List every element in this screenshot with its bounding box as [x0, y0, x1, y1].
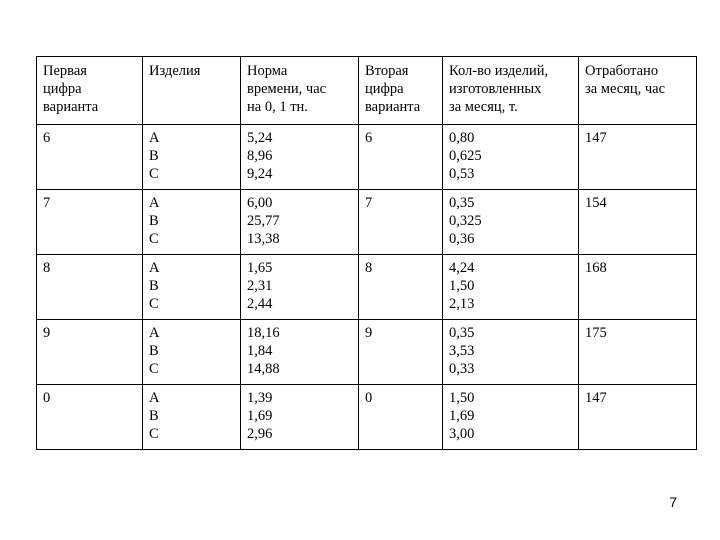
second-digit-cell: 8: [359, 255, 443, 320]
time-norm-cell: 5,24 8,96 9,24: [241, 125, 359, 190]
hours-worked-cell: 175: [579, 320, 697, 385]
second-digit-cell: 0: [359, 385, 443, 450]
time-norm-cell: 18,16 1,84 14,88: [241, 320, 359, 385]
time-norm-cell: 6,00 25,77 13,38: [241, 190, 359, 255]
products-cell: А В С: [143, 125, 241, 190]
quantity-cell: 1,50 1,69 3,00: [443, 385, 579, 450]
time-norm-cell: 1,65 2,31 2,44: [241, 255, 359, 320]
time-norm-cell: 1,39 1,69 2,96: [241, 385, 359, 450]
header-row: [37, 57, 697, 125]
products-cell: А В С: [143, 320, 241, 385]
first-digit-cell: 0: [37, 385, 143, 450]
hours-worked-cell: 147: [579, 125, 697, 190]
products-cell: А В С: [143, 190, 241, 255]
hours-worked-cell: 168: [579, 255, 697, 320]
second-digit-cell: 9: [359, 320, 443, 385]
products-cell: А В С: [143, 385, 241, 450]
table-row: [37, 255, 697, 320]
quantity-cell: 4,24 1,50 2,13: [443, 255, 579, 320]
second-digit-cell: 6: [359, 125, 443, 190]
page-number: 7: [669, 494, 677, 510]
table-row: [37, 125, 697, 190]
second-digit-cell: 7: [359, 190, 443, 255]
first-digit-cell: 9: [37, 320, 143, 385]
header-second-digit: Вторая цифра варианта: [359, 57, 443, 125]
header-first-digit: Первая цифра варианта: [37, 57, 143, 125]
variants-table: [36, 56, 697, 450]
header-quantity: Кол-во изделий, изготовленных за месяц, т.: [443, 57, 579, 125]
table-row: [37, 385, 697, 450]
hours-worked-cell: 154: [579, 190, 697, 255]
table-row: [37, 190, 697, 255]
first-digit-cell: 8: [37, 255, 143, 320]
quantity-cell: 0,35 0,325 0,36: [443, 190, 579, 255]
header-time-norm: Норма времени, час на 0, 1 тн.: [241, 57, 359, 125]
table-row: [37, 320, 697, 385]
header-hours-worked: Отработано за месяц, час: [579, 57, 697, 125]
first-digit-cell: 6: [37, 125, 143, 190]
quantity-cell: 0,80 0,625 0,53: [443, 125, 579, 190]
first-digit-cell: 7: [37, 190, 143, 255]
hours-worked-cell: 147: [579, 385, 697, 450]
quantity-cell: 0,35 3,53 0,33: [443, 320, 579, 385]
header-products: Изделия: [143, 57, 241, 125]
products-cell: А В С: [143, 255, 241, 320]
